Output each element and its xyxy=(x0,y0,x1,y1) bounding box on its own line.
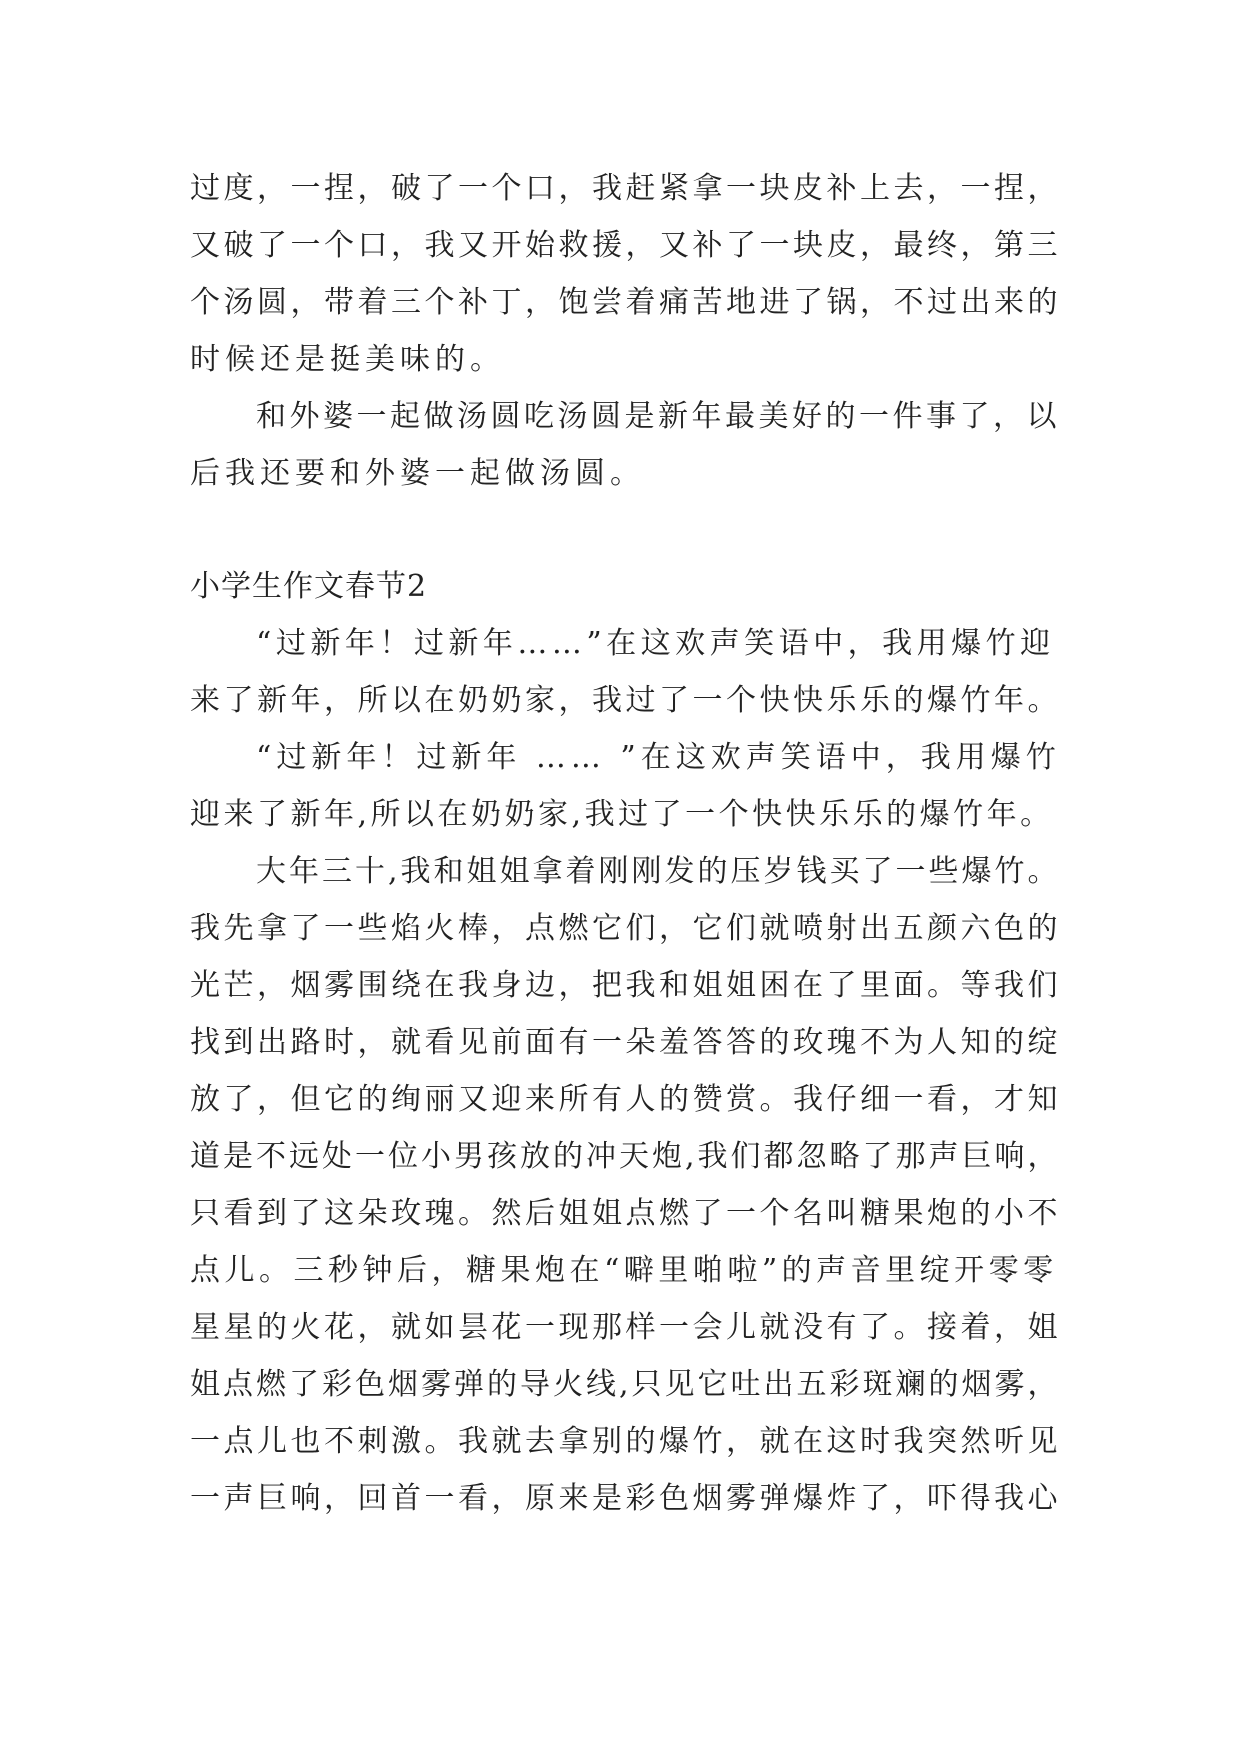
section-heading: 小学生作文春节2 xyxy=(190,569,428,604)
text-line: 点儿。三秒钟后，糖果炮在“噼里啪啦”的声音里绽开零零 xyxy=(190,1253,1058,1288)
text-line: 姐点燃了彩色烟雾弹的导火线,只见它吐出五彩斑斓的烟雾， xyxy=(190,1367,1061,1402)
text-line: 星星的火花，就如昙花一现那样一会儿就没有了。接着，姐 xyxy=(190,1310,1061,1345)
text-line: 过度，一捏，破了一个口，我赶紧拿一块皮补上去，一捏， xyxy=(190,171,1061,206)
text-line: 光芒，烟雾围绕在我身边，把我和姐姐困在了里面。等我们 xyxy=(190,968,1061,1003)
paragraph-fireworks xyxy=(190,843,1066,1527)
text-line: 时候还是挺美味的。 xyxy=(190,342,505,377)
paragraph-intro-repeat xyxy=(190,729,1066,843)
document-page xyxy=(190,160,1066,1527)
paragraph-conclusion xyxy=(190,388,1066,502)
text-line: 找到出路时，就看见前面有一朵羞答答的玫瑰不为人知的绽 xyxy=(190,1025,1061,1060)
text-line: 又破了一个口，我又开始救援，又补了一块皮，最终，第三 xyxy=(190,228,1061,263)
text-line: 来了新年，所以在奶奶家，我过了一个快快乐乐的爆竹年。 xyxy=(190,683,1061,718)
text-line: 一点儿也不刺激。我就去拿别的爆竹，就在这时我突然听见 xyxy=(190,1424,1061,1459)
text-line: 和外婆一起做汤圆吃汤圆是新年最美好的一件事了，以 xyxy=(256,399,1060,434)
paragraph-tangyuan-ending xyxy=(190,160,1066,388)
text-line: 大年三十,我和姐姐拿着刚刚发的压岁钱买了一些爆竹。 xyxy=(256,854,1061,889)
text-line: 只看到了这朵玫瑰。然后姐姐点燃了一个名叫糖果炮的小不 xyxy=(190,1196,1061,1231)
text-line: 个汤圆，带着三个补丁，饱尝着痛苦地进了锅，不过出来的 xyxy=(190,285,1061,320)
text-line: 一声巨响，回首一看，原来是彩色烟雾弹爆炸了，吓得我心 xyxy=(190,1481,1061,1516)
text-line: 后我还要和外婆一起做汤圆。 xyxy=(190,456,645,491)
paragraph-intro xyxy=(190,615,1066,729)
text-line: 迎来了新年,所以在奶奶家,我过了一个快快乐乐的爆竹年。 xyxy=(190,797,1054,832)
text-line: 我先拿了一些焰火棒，点燃它们，它们就喷射出五颜六色的 xyxy=(190,911,1061,946)
text-line: 道是不远处一位小男孩放的冲天炮,我们都忽略了那声巨响， xyxy=(190,1139,1061,1174)
text-line: 放了，但它的绚丽又迎来所有人的赞赏。我仔细一看，才知 xyxy=(190,1082,1061,1117)
text-line: “过新年！过新年 …… ”在这欢声笑语中，我用爆竹 xyxy=(256,740,1061,775)
text-line: “过新年！过新年……”在这欢声笑语中，我用爆竹迎 xyxy=(256,626,1055,661)
